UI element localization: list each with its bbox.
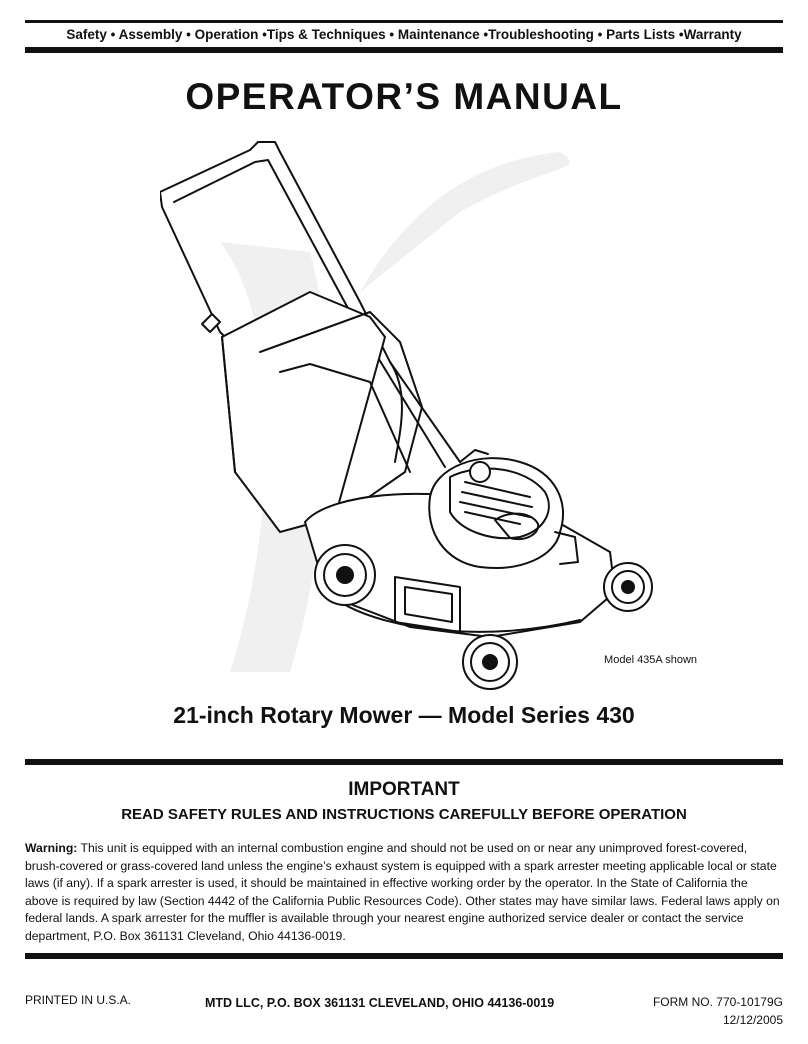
- company-address: MTD LLC, P.O. BOX 361131 CLEVELAND, OHIO 44136-0019: [205, 996, 555, 1010]
- topics-bar: Safety • Assembly • Operation •Tips & Techniques • Maintenance •Troubleshooting • Parts Lists •Warranty: [66, 27, 742, 42]
- lawn-mower-illustration: [160, 132, 680, 702]
- page-title: OPERATOR’S MANUAL: [185, 76, 623, 117]
- top-rule: [25, 20, 783, 23]
- topics-rule: [25, 47, 783, 53]
- form-number: FORM NO. 770-10179G: [652, 995, 783, 1009]
- printed-in: PRINTED IN U.S.A.: [25, 993, 132, 1007]
- form-info: [653, 993, 783, 1029]
- section-rule-2: [25, 953, 783, 959]
- section-rule-1: [25, 759, 783, 765]
- warning-text: This unit is equipped with an internal combustion engine and should not be used on or near any unimproved forest-covered, brush-covered or grass-covered land unless the engine’s exhaust system is equipped with a spark arrester meeting applicable local or state laws (if any). If a spark arrester is used, it should be maintained in effective working order by the operator. In the State of California the above is required by law (Section 4442 of the California Public Resources Code). Other states may have similar laws. Federal laws apply on federal lands. A spark arrester for the muffler is available through your nearest engine authorized service dealer or contact the service department, P.O. Box 361131 Cleveland, Ohio 44136-0019.: [25, 841, 780, 943]
- warning-paragraph: [25, 840, 783, 945]
- form-date: 12/12/2005: [722, 1013, 783, 1027]
- illustration-caption: Model 435A shown: [604, 654, 697, 666]
- warning-label: Warning:: [25, 841, 78, 855]
- read-rules-heading: READ SAFETY RULES AND INSTRUCTIONS CAREFULLY BEFORE OPERATION: [121, 806, 687, 823]
- model-title: 21-inch Rotary Mower — Model Series 430: [173, 702, 635, 728]
- important-heading: IMPORTANT: [348, 779, 460, 800]
